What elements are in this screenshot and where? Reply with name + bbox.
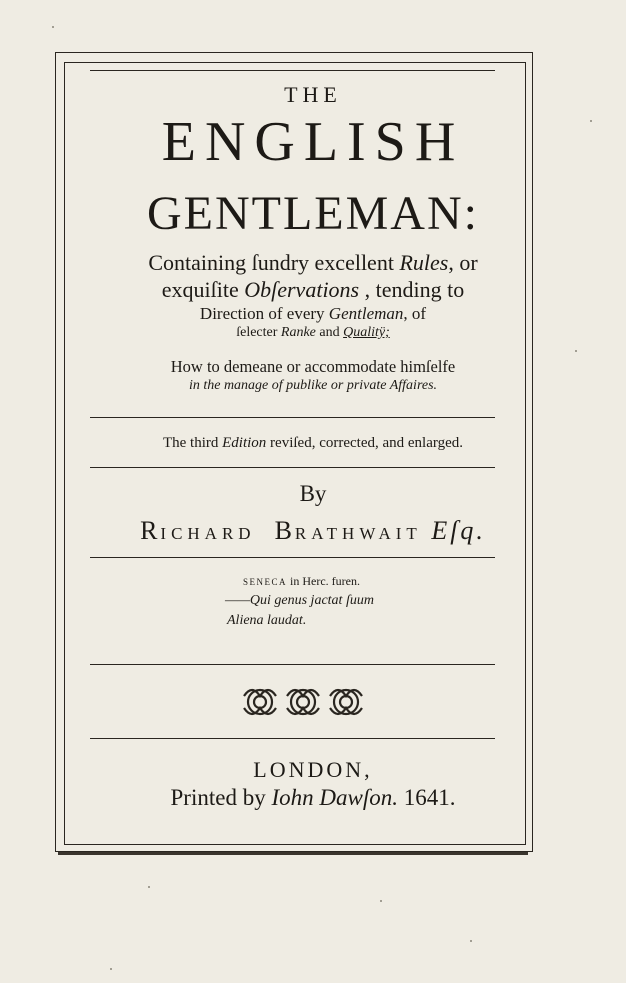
paper-speck xyxy=(575,350,577,352)
paper-speck xyxy=(110,968,112,970)
imprint-printer: Printed by Iohn Dawſon. 1641. xyxy=(170,785,456,810)
paper-speck xyxy=(470,940,472,942)
top-rule xyxy=(90,70,495,71)
paper-speck xyxy=(52,26,54,28)
subtitle-line-4: ſelecter Ranke and Qualitÿ; xyxy=(236,325,390,340)
rule-above-imprint xyxy=(90,738,495,739)
motto-source: SENECA in Herc. furen. xyxy=(243,574,360,588)
subtitle-line-3: Direction of every Gentleman, of xyxy=(199,304,427,323)
subtitle-line-1: Containing ſundry excellent Rules, or xyxy=(148,250,478,275)
paper-speck xyxy=(590,120,592,122)
edition-line: The third Edition reviſed, corrected, and enlarged. xyxy=(162,435,464,451)
paper-speck xyxy=(148,886,150,888)
subtitle-line-2: exquiſite Obſervations , tending to xyxy=(161,277,465,302)
title-the: THE xyxy=(284,82,342,107)
motto-line-1: ——Qui genus jactat ſuum xyxy=(225,593,374,608)
title-gentleman: GENTLEMAN: xyxy=(147,187,479,240)
title-english: ENGLISH xyxy=(161,111,465,173)
by-label: By xyxy=(299,481,327,506)
printers-ornament xyxy=(240,682,370,722)
motto-line-2: Aliena laudat. xyxy=(227,613,307,628)
paper-speck xyxy=(380,900,382,902)
rule-above-author xyxy=(90,467,495,468)
rule-above-motto xyxy=(90,557,495,558)
inner-border xyxy=(64,62,526,845)
imprint-city: LONDON, xyxy=(253,757,373,782)
rule-above-edition xyxy=(90,417,495,418)
subtitle-demeane: How to demeane or accommodate himſelfe xyxy=(170,357,456,376)
author-name: RICHARD BRATHWAIT Eſq. xyxy=(140,516,486,545)
border-shadow xyxy=(58,852,528,855)
subtitle-publike: in the manage of publike or private Affaires. xyxy=(188,378,438,393)
rule-above-ornament xyxy=(90,664,495,665)
